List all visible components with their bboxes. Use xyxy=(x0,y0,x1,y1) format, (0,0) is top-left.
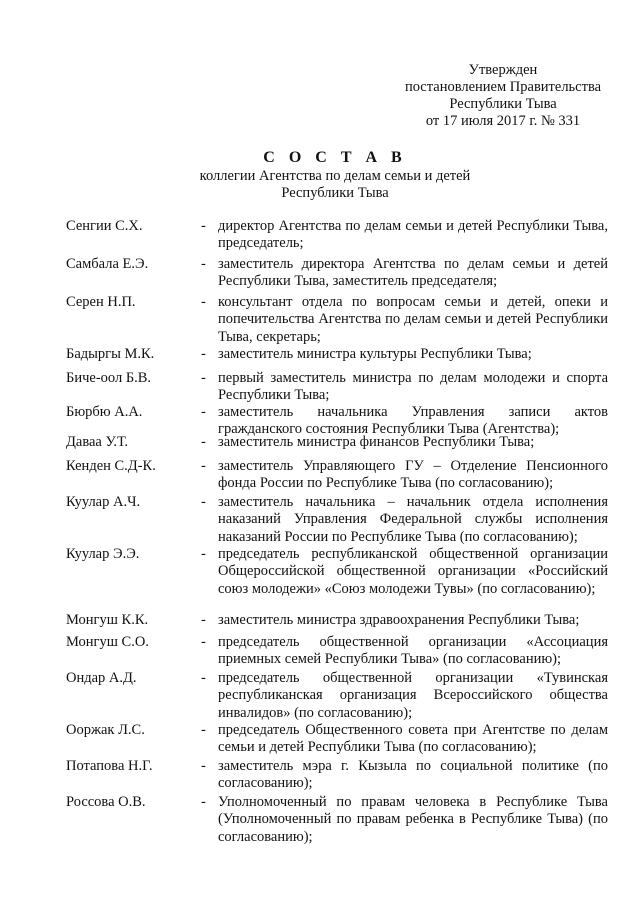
member-separator: - xyxy=(201,434,206,450)
member-description: заместитель министра культуры Республики Тыва; xyxy=(218,346,532,362)
member-name: Кенден С.Д-К. xyxy=(66,458,156,474)
member-description: заместитель директора Агентства по делам семьи и детей Республики Тыва, заместитель председателя; xyxy=(218,256,608,290)
member-name: Даваа У.Т. xyxy=(66,434,129,450)
approval-block xyxy=(400,62,606,130)
member-separator: - xyxy=(201,404,206,420)
member-name: Серен Н.П. xyxy=(66,294,136,310)
member-name: Куулар Э.Э. xyxy=(66,546,140,562)
member-description: председатель общественной организации «Ассоциация приемных семей Республики Тыва» (по согласованию); xyxy=(218,634,608,668)
approval-line-2: постановлением Правительства xyxy=(404,79,602,95)
member-description: директор Агентства по делам семьи и детей Республики Тыва, председатель; xyxy=(218,218,608,252)
member-separator: - xyxy=(201,670,206,686)
member-name: Монгуш К.К. xyxy=(66,612,149,628)
member-separator: - xyxy=(201,256,206,272)
member-description: заместитель министра здравоохранения Республики Тыва; xyxy=(218,612,580,628)
member-description: председатель Общественного совета при Агентстве по делам семьи и детей Республики Тыва (по согласованию); xyxy=(218,722,608,756)
member-description: консультант отдела по вопросам семьи и детей, опеки и попечительства Агентства по делам семьи и детей Республики Тыва, секретарь; xyxy=(218,294,608,345)
member-name: Потапова Н.Г. xyxy=(66,758,153,774)
member-name: Ондар А.Д. xyxy=(66,670,137,686)
member-description: заместитель начальника – начальник отдела исполнения наказаний Управления Федеральной службы исполнения наказаний России по Республике Тыва (по согласованию); xyxy=(218,494,608,545)
member-description: первый заместитель министра по делам молодежи и спорта Республики Тыва; xyxy=(218,370,608,404)
member-description: заместитель начальника Управления записи актов гражданского состояния Республики Тыва (Агентства); xyxy=(218,404,608,438)
member-name: Бадыргы М.К. xyxy=(66,346,155,362)
member-separator: - xyxy=(201,722,206,738)
member-description: председатель республиканской общественной организации Общероссийской общественной организации «Российский союз молодежи» «Союз молодежи Тувы» (по согласованию); xyxy=(218,546,608,597)
member-description: председатель общественной организации «Тувинская республиканская организация Всероссийского общества инвалидов» (по согласованию); xyxy=(218,670,608,721)
approval-line-3: Республики Тыва xyxy=(449,96,557,112)
document-subtitle-line-1: коллегии Агентства по делам семьи и детей xyxy=(199,168,471,184)
member-name: Куулар А.Ч. xyxy=(66,494,141,510)
member-description: Уполномоченный по правам человека в Республике Тыва (Уполномоченный по правам ребенка в Республике Тыва) (по согласованию); xyxy=(218,794,608,845)
member-separator: - xyxy=(201,758,206,774)
member-name: Монгуш С.О. xyxy=(66,634,149,650)
member-separator: - xyxy=(201,494,206,510)
member-separator: - xyxy=(201,370,206,386)
approval-line-1: Утвержден xyxy=(468,62,538,78)
member-separator: - xyxy=(201,346,206,362)
member-description: заместитель министра финансов Республики Тыва; xyxy=(218,434,535,450)
member-name: Ооржак Л.С. xyxy=(66,722,145,738)
member-separator: - xyxy=(201,294,206,310)
document-title: С О С Т А В xyxy=(263,149,407,166)
document-subtitle-line-2: Республики Тыва xyxy=(281,185,389,201)
member-separator: - xyxy=(201,546,206,562)
member-separator: - xyxy=(201,458,206,474)
member-name: Сенгии С.Х. xyxy=(66,218,143,234)
member-description: заместитель мэра г. Кызыла по социальной политике (по согласованию); xyxy=(218,758,608,792)
member-name: Самбала Е.Э. xyxy=(66,256,149,272)
member-name: Биче-оол Б.В. xyxy=(66,370,152,386)
member-description: заместитель Управляющего ГУ – Отделение Пенсионного фонда России по Республике Тыва (по согласованию); xyxy=(218,458,608,492)
document-heading xyxy=(0,148,640,202)
member-separator: - xyxy=(201,794,206,810)
member-name: Россова О.В. xyxy=(66,794,146,810)
member-separator: - xyxy=(201,612,206,628)
member-name: Бюрбю А.А. xyxy=(66,404,143,420)
member-separator: - xyxy=(201,218,206,234)
member-separator: - xyxy=(201,634,206,650)
approval-line-4: от 17 июля 2017 г. № 331 xyxy=(425,113,581,129)
